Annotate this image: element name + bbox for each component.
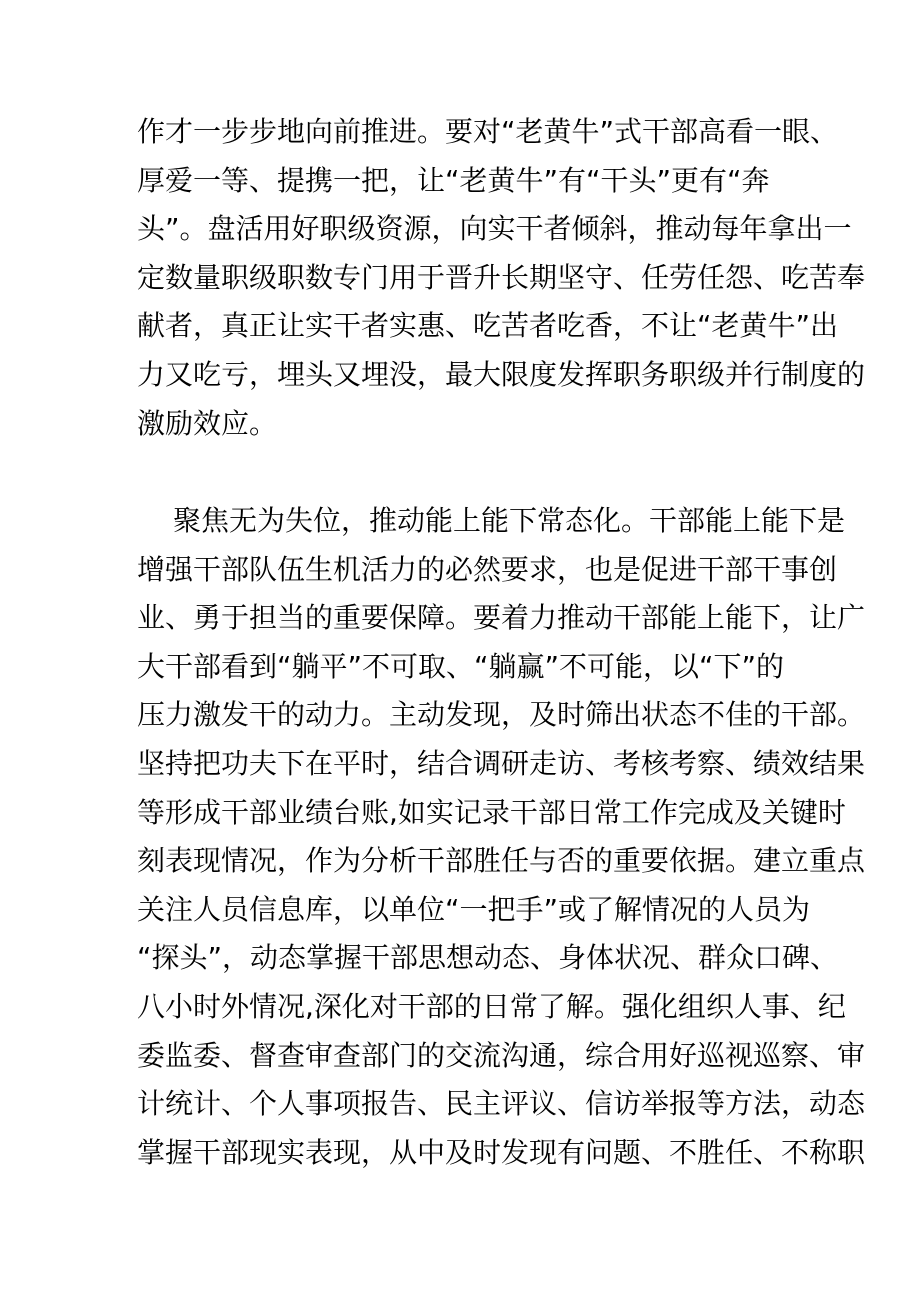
text-line: 计统计、个人事项报告、民主评议、信访举报等方法，动态 xyxy=(137,1087,866,1121)
text-line: 坚持把功夫下在平时，结合调研走访、考核考察、绩效结果 xyxy=(137,746,866,780)
text-line: 献者，真正让实干者实惠、吃苦者吃香，不让“老黄牛”出 xyxy=(137,309,839,343)
text-line: 委监委、督查审查部门的交流沟通，综合用好巡视巡察、审 xyxy=(137,1038,866,1072)
text-line: 八小时外情况,深化对干部的日常了解。强化组织人事、纪 xyxy=(137,989,846,1023)
text-line: 定数量职级职数专门用于晋升长期坚守、任劳任怨、吃苦奉 xyxy=(137,260,866,294)
text-line: 力又吃亏，埋头又埋没，最大限度发挥职务职级并行制度的 xyxy=(137,357,866,391)
text-line: 头”。盘活用好职级资源，向实干者倾斜，推动每年拿出一 xyxy=(137,212,852,246)
text-line: “探头”，动态掌握干部思想动态、身体状况、群众口碑、 xyxy=(137,941,839,975)
text-line: 厚爱一等、提携一把，让“老黄牛”有“干头”更有“奔 xyxy=(137,163,770,197)
text-line: 作才一步步地向前推进。要对“老黄牛”式干部高看一眼、 xyxy=(137,115,839,148)
text-line: 业、勇于担当的重要保障。要着力推动干部能上能下，让广 xyxy=(137,601,866,635)
text-line: 聚焦无为失位，推动能上能下常态化。干部能上能下是 xyxy=(173,504,846,537)
text-line: 激励效应。 xyxy=(137,406,278,440)
paragraph-1 xyxy=(137,108,866,448)
text-line: 压力激发干的动力。主动发现，及时筛出状态不佳的干部。 xyxy=(137,698,866,732)
text-line: 关注人员信息库，以单位“一把手”或了解情况的人员为 xyxy=(137,892,811,926)
text-line: 掌握干部现实表现，从中及时发现有问题、不胜任、不称职 xyxy=(137,1135,866,1169)
text-line: 增强干部队伍生机活力的必然要求，也是促进干部干事创 xyxy=(137,552,838,586)
paragraph-2 xyxy=(137,497,866,1177)
text-line: 刻表现情况，作为分析干部胜任与否的重要依据。建立重点 xyxy=(137,844,866,878)
text-line: 大干部看到“躺平”不可取、“躺赢”不可能，以“下”的 xyxy=(137,649,785,683)
text-line: 等形成干部业绩台账,如实记录干部日常工作完成及关键时 xyxy=(137,795,846,829)
